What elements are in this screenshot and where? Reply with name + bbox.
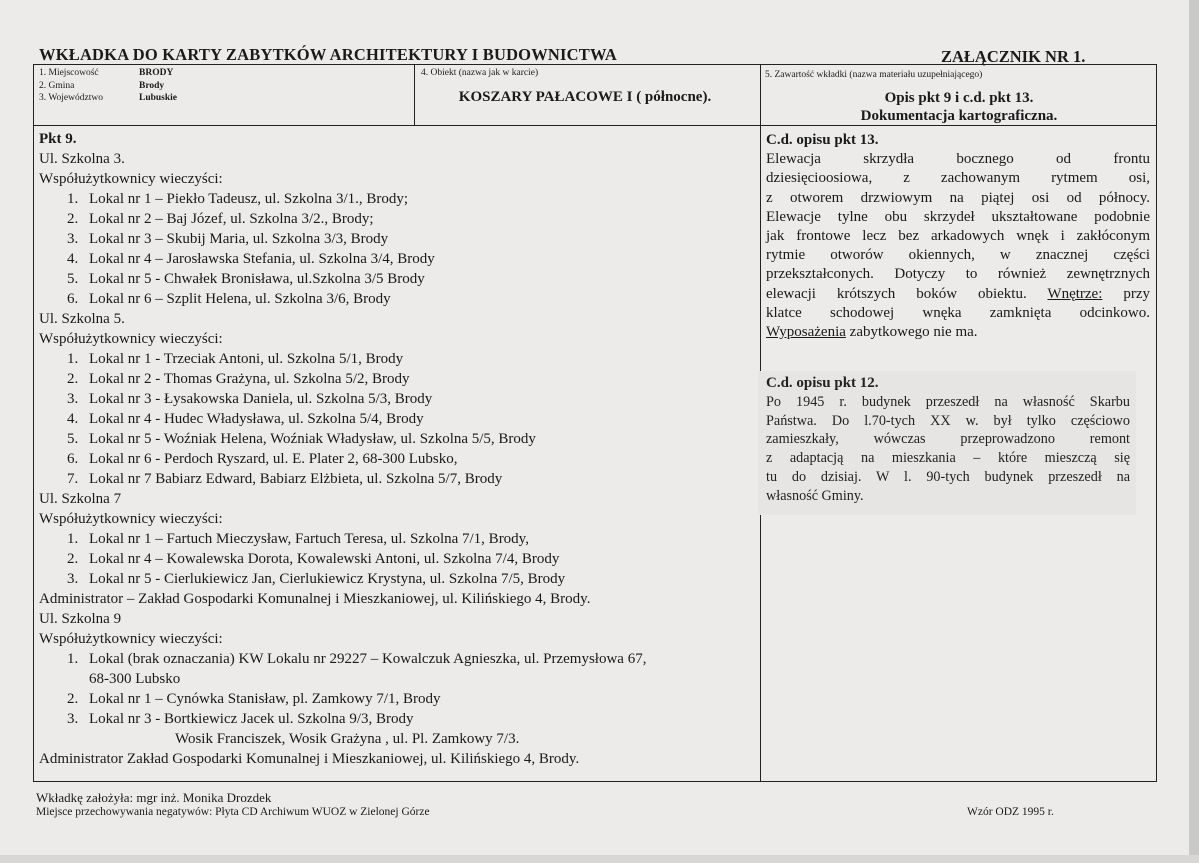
history-line: Po 1945 r. budynek przeszedł na własność Skarbu bbox=[766, 393, 1130, 410]
history-line: Państwa. Do l.70-tych XX w. był tylko częściowo bbox=[766, 412, 1130, 429]
history-line: tu do dzisiaj. W l. 90-tych budynek przeszedł na bbox=[766, 468, 1130, 485]
equipment-label: Wyposażenia bbox=[766, 324, 846, 341]
description-heading: C.d. opisu pkt 13. bbox=[766, 132, 879, 148]
list-item: 1. Lokal (brak oznaczania) KW Lokalu nr 29227 – Kowalczuk Agnieszka, ul. Przemysłowa 67, bbox=[67, 651, 647, 667]
street-szkolna-3: Ul. Szkolna 3. bbox=[39, 151, 125, 167]
history-insert bbox=[766, 374, 1130, 506]
list-item: 6. Lokal nr 6 – Szplit Helena, ul. Szkolna 3/6, Brody bbox=[67, 291, 391, 307]
list-item: 3. Lokal nr 5 - Cierlukiewicz Jan, Cierlukiewicz Krystyna, ul. Szkolna 7/5, Brody bbox=[67, 571, 566, 587]
history-line: własność Gminy. bbox=[766, 487, 864, 504]
list-item: 1. Lokal nr 1 – Fartuch Mieczysław, Fartuch Teresa, ul. Szkolna 7/1, Brody, bbox=[67, 531, 529, 547]
list-item: 5. Lokal nr 5 - Woźniak Helena, Woźniak Władysław, ul. Szkolna 5/5, Brody bbox=[67, 431, 536, 447]
description-line: Elewacja skrzydła bocznego od frontu bbox=[766, 151, 1150, 168]
list-item: 1. Lokal nr 1 - Trzeciak Antoni, ul. Szkolna 5/1, Brody bbox=[67, 351, 404, 367]
list-item: 3. Lokal nr 3 - Łysakowska Daniela, ul. Szkolna 5/3, Brody bbox=[67, 391, 433, 407]
meta-commune: 2. Gmina Brody bbox=[39, 81, 165, 91]
description-line: przekształconych. Dotyczy to również zewnętrznych bbox=[766, 266, 1150, 283]
list-item: 3. Lokal nr 3 – Skubij Maria, ul. Szkolna 3/3, Brody bbox=[67, 231, 389, 247]
document-title: WKŁADKA DO KARTY ZABYTKÓW ARCHITEKTURY I BUDOWNICTWA bbox=[39, 45, 617, 64]
section-heading: Pkt 9. bbox=[39, 131, 77, 147]
divider-vertical-1 bbox=[414, 65, 415, 125]
owners-section bbox=[39, 129, 759, 769]
content-label: 5. Zawartość wkładki (nazwa materiału uzupełniającego) bbox=[765, 70, 983, 80]
interior-label: Wnętrze: bbox=[1047, 285, 1103, 302]
template-note: Wzór ODZ 1995 r. bbox=[967, 806, 1054, 818]
history-heading: C.d. opisu pkt 12. bbox=[766, 375, 879, 391]
administrator-note: Administrator – Zakład Gospodarki Komunalnej i Mieszkaniowej, ul. Kilińskiego 4, Brody. bbox=[39, 591, 591, 607]
description-line: rytmie otworów okiennych, w znacznej części bbox=[766, 247, 1150, 264]
administrator-note: Administrator Zakład Gospodarki Komunalnej i Mieszkaniowej, ul. Kilińskiego 4, Brody. bbox=[39, 751, 580, 767]
street-szkolna-7: Ul. Szkolna 7 bbox=[39, 491, 122, 507]
list-item: 5. Lokal nr 5 - Chwałek Bronisława, ul.Szkolna 3/5 Brody bbox=[67, 271, 425, 287]
list-item-continuation: Wosik Franciszek, Wosik Grażyna , ul. Pl. Zamkowy 7/3. bbox=[175, 731, 520, 747]
meta-place: 1. Miejscowość BRODY bbox=[39, 68, 174, 78]
history-line: z adaptacją na mieszkania – które mieszczą się bbox=[766, 450, 1130, 467]
owners-label: Współużytkownicy wieczyści: bbox=[39, 331, 223, 347]
description-section bbox=[766, 131, 1150, 342]
list-item: 1. Lokal nr 1 – Piekło Tadeusz, ul. Szkolna 3/1., Brody; bbox=[67, 191, 409, 207]
list-item: 3. Lokal nr 3 - Bortkiewicz Jacek ul. Szkolna 9/3, Brody bbox=[67, 711, 414, 727]
list-item: 2. Lokal nr 2 - Thomas Grażyna, ul. Szkolna 5/2, Brody bbox=[67, 371, 410, 387]
list-item-continuation: 68-300 Lubsko bbox=[89, 671, 181, 687]
content-title: Opis pkt 9 i c.d. pkt 13. Dokumentacja kartograficzna. bbox=[860, 90, 1058, 124]
place-value: BRODY bbox=[139, 68, 174, 78]
list-item: 7. Lokal nr 7 Babiarz Edward, Babiarz Elżbieta, ul. Szkolna 5/7, Brody bbox=[67, 471, 503, 487]
description-line: z otworem drzwiowym na piątej osi od północy. bbox=[766, 189, 1150, 206]
scan-edge-bottom bbox=[0, 855, 1199, 863]
history-line: zamieszkały, wówczas przeprowadzono remont bbox=[766, 431, 1130, 448]
owners-label: Współużytkownicy wieczyści: bbox=[39, 631, 223, 647]
description-line: jak frontowe lecz bez arkadowych wnęk i zakłóconym bbox=[766, 228, 1150, 245]
description-line: Wyposażenia zabytkowego nie ma. bbox=[766, 324, 978, 341]
province-value: Lubuskie bbox=[139, 93, 178, 103]
description-line: dziesięcioosiowa, z zachowanym rytmem osi, bbox=[766, 170, 1150, 187]
object-name: KOSZARY PAŁACOWE I ( północne). bbox=[458, 89, 712, 105]
street-szkolna-5: Ul. Szkolna 5. bbox=[39, 311, 125, 327]
list-item: 2. Lokal nr 1 – Cynówka Stanisław, pl. Zamkowy 7/1, Brody bbox=[67, 691, 441, 707]
description-line: Elewacje tylne obu skrzydeł ukształtowane podobnie bbox=[766, 208, 1150, 225]
list-item: 2. Lokal nr 4 – Kowalewska Dorota, Kowalewski Antoni, ul. Szkolna 7/4, Brody bbox=[67, 551, 560, 567]
meta-province: 3. Województwo Lubuskie bbox=[39, 93, 178, 103]
street-szkolna-9: Ul. Szkolna 9 bbox=[39, 611, 122, 627]
description-line: elewacji krótszych boków obiektu. Wnętrze: przy bbox=[766, 285, 1151, 302]
commune-value: Brody bbox=[139, 81, 165, 91]
list-item: 2. Lokal nr 2 – Baj Józef, ul. Szkolna 3/2., Brody; bbox=[67, 211, 374, 227]
list-item: 6. Lokal nr 6 - Perdoch Ryszard, ul. E. Plater 2, 68-300 Lubsko, bbox=[67, 451, 458, 467]
author-note: Wkładkę założyła: mgr inż. Monika Drozdek bbox=[36, 790, 272, 805]
storage-note: Miejsce przechowywania negatywów: Płyta CD Archiwum WUOZ w Zielonej Górze bbox=[36, 806, 430, 818]
list-item: 4. Lokal nr 4 – Jarosławska Stefania, ul. Szkolna 3/4, Brody bbox=[67, 251, 435, 267]
object-label: 4. Obiekt (nazwa jak w karcie) bbox=[421, 68, 539, 78]
list-item: 4. Lokal nr 4 - Hudec Władysława, ul. Szkolna 5/4, Brody bbox=[67, 411, 424, 427]
owners-label: Współużytkownicy wieczyści: bbox=[39, 511, 223, 527]
owners-label: Współużytkownicy wieczyści: bbox=[39, 171, 223, 187]
divider-horizontal bbox=[34, 125, 1157, 126]
description-line: klatce schodowej wnęka zamknięta odcinkowo. bbox=[766, 304, 1150, 321]
annex-label: ZAŁĄCZNIK NR 1. bbox=[941, 47, 1086, 66]
scan-edge-right bbox=[1189, 0, 1199, 863]
